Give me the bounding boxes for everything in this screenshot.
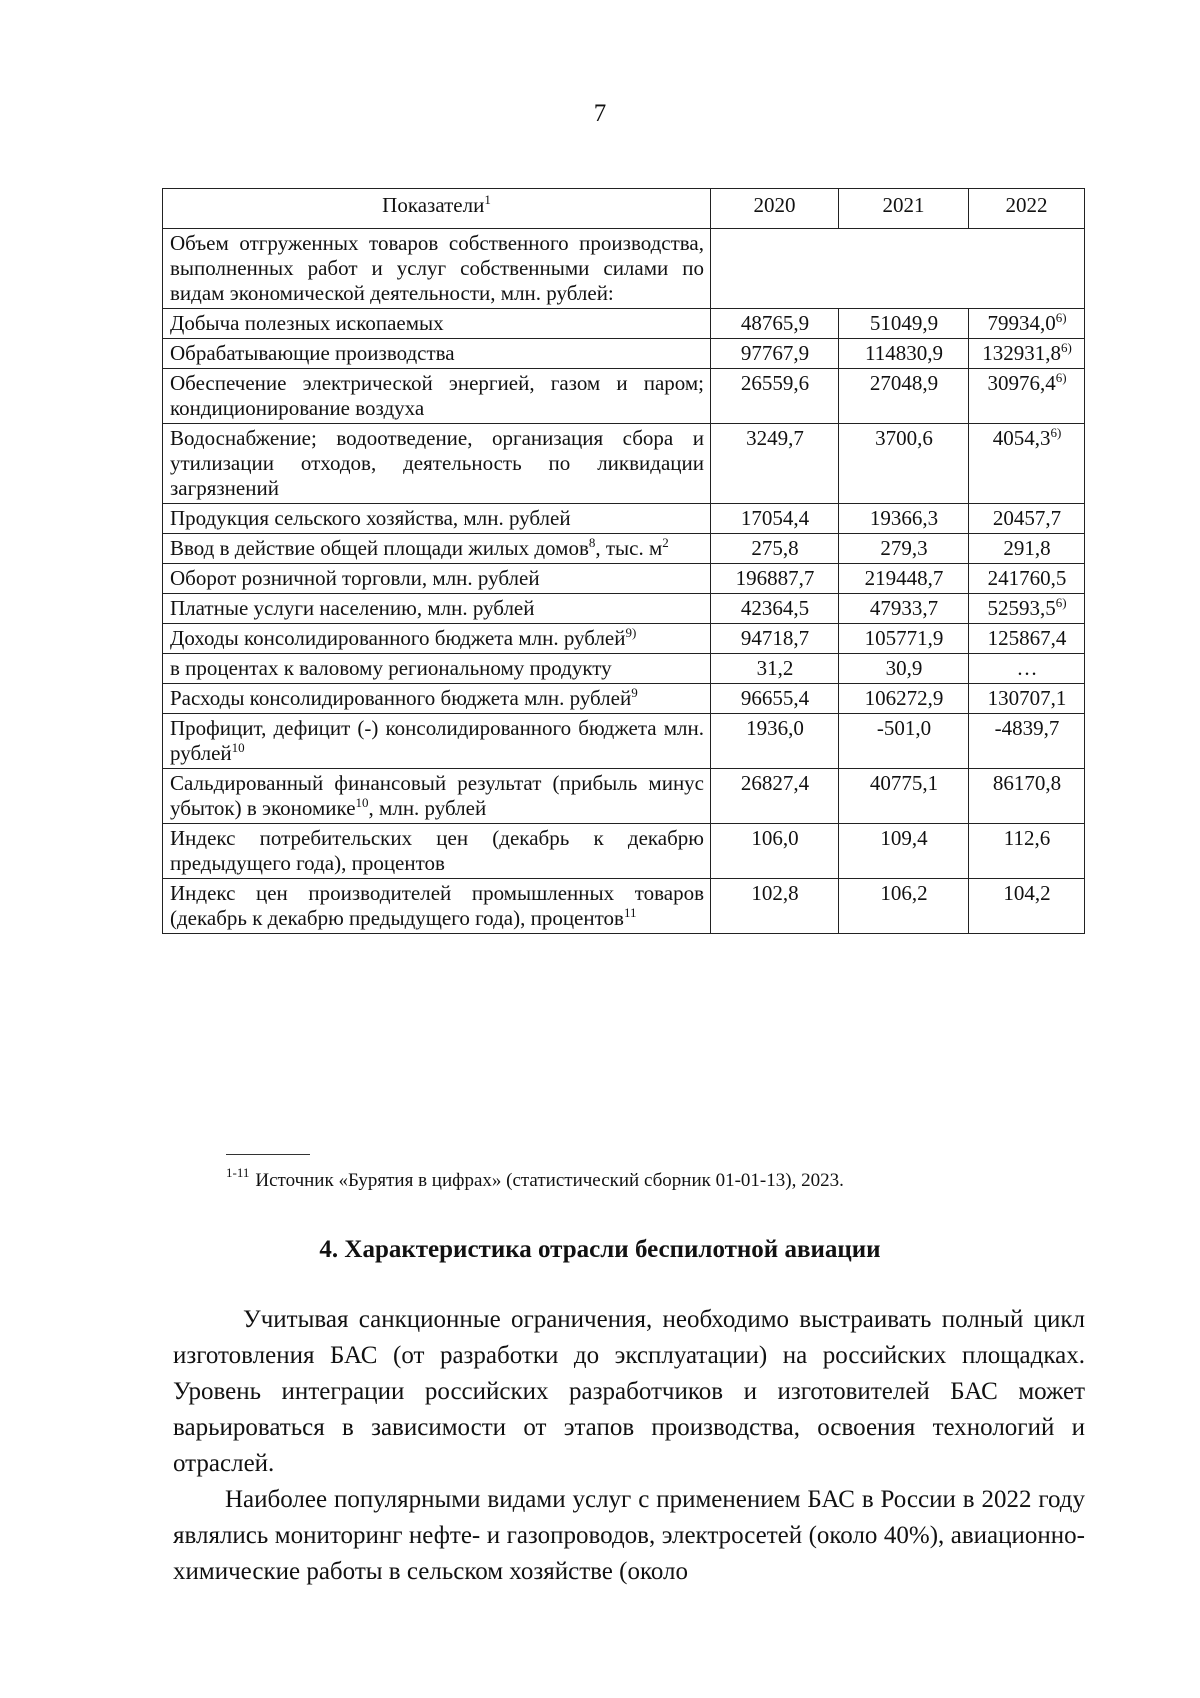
footnote [226, 1165, 844, 1192]
value-cell-2020 [711, 654, 839, 684]
footnote-ref: 9 [631, 685, 638, 700]
value-cell-2022 [969, 714, 1085, 769]
header-year-2022: 2022 [969, 189, 1085, 229]
group-heading: Объем отгруженных товаров собственного производства, выполненных работ и услуг собственными силами по видам экономической деятельности, млн. рублей: [163, 229, 711, 309]
row-label-text: Обрабатывающие производства [170, 341, 455, 365]
value-cell-2021 [839, 424, 969, 504]
table-body [163, 229, 1085, 934]
row-label-text: Расходы консолидированного бюджета млн. рублей [170, 686, 632, 710]
value-cell-2021 [839, 769, 969, 824]
table-row [163, 594, 1085, 624]
value: 26827,4 [740, 771, 810, 795]
value-cell-2020 [711, 769, 839, 824]
row-label-text: Ввод в действие общей площади жилых домов [170, 536, 589, 560]
row-label [163, 309, 711, 339]
value-cell-2021 [839, 684, 969, 714]
table-row [163, 654, 1085, 684]
value-cell-2020 [711, 424, 839, 504]
value-cell-2022 [969, 339, 1085, 369]
row-label [163, 654, 711, 684]
row-label-tail: , тыс. м [595, 536, 663, 560]
value: 102,8 [751, 881, 799, 905]
value: 20457,7 [992, 506, 1062, 530]
header-year-2021: 2021 [839, 189, 969, 229]
table-row [163, 684, 1085, 714]
footnote-ref: 8 [588, 535, 596, 550]
table-header [163, 189, 1085, 229]
value-cell-2022 [969, 654, 1085, 684]
value-cell-2021 [839, 624, 969, 654]
table-row [163, 564, 1085, 594]
value: 27048,9 [869, 371, 939, 395]
value: 114830,9 [865, 341, 943, 365]
table-row [163, 369, 1085, 424]
row-label-text: Индекс потребительских цен (декабрь к декабрю предыдущего года), процентов [170, 826, 704, 875]
value: 105771,9 [864, 626, 944, 650]
value: 3700,6 [875, 426, 933, 450]
value-cell-2021 [839, 309, 969, 339]
footnote-ref: 9) [625, 625, 637, 640]
value-cell-2020 [711, 504, 839, 534]
value-cell-2020 [711, 684, 839, 714]
value: 31,2 [756, 656, 794, 680]
header-indicators: Показатели$^1$ [163, 189, 711, 229]
row-label-text: Добыча полезных ископаемых [170, 311, 444, 335]
value: 112,6 [1003, 826, 1051, 850]
row-label [163, 624, 711, 654]
row-label [163, 684, 711, 714]
table-group-row [163, 229, 1085, 309]
value: 219448,7 [864, 566, 944, 590]
row-label-text: Водоснабжение; водоотведение, организация сбора и утилизации отходов, деятельность по ликвидации загрязнений [170, 426, 704, 500]
footnote-ref: 11 [623, 905, 637, 920]
value-cell-2021 [839, 504, 969, 534]
row-label [163, 879, 711, 934]
value-cell-2021 [839, 594, 969, 624]
footnote-ref: 6) [1060, 340, 1072, 355]
value-cell-2020 [711, 339, 839, 369]
row-label-text: Доходы консолидированного бюджета млн. рублей [170, 626, 626, 650]
value: 86170,8 [992, 771, 1062, 795]
value-cell-2021 [839, 564, 969, 594]
footnote-ref: 6) [1055, 595, 1067, 610]
section-heading: 4. Характеристика отрасли беспилотной авиации [319, 1236, 881, 1263]
value: 42364,5 [740, 596, 810, 620]
row-label-text: Сальдированный финансовый результат (прибыль минус убыток) в экономике [170, 771, 704, 820]
footnote-text: Источник «Бурятия в цифрах» (статистический сборник 01-01-13), 2023. [255, 1170, 844, 1191]
value-cell-2020 [711, 624, 839, 654]
footnote-rule [226, 1154, 310, 1155]
value-cell-2022 [969, 624, 1085, 654]
row-label [163, 534, 711, 564]
row-label [163, 339, 711, 369]
value: 94718,7 [740, 626, 810, 650]
value: 47933,7 [869, 596, 939, 620]
table-row [163, 309, 1085, 339]
value-cell-2020 [711, 824, 839, 879]
value-cell-2022 [969, 564, 1085, 594]
row-label-text: Платные услуги населению, млн. рублей [170, 596, 535, 620]
value: 106272,9 [864, 686, 944, 710]
footnote-marker: 1-11 [226, 1165, 250, 1180]
group-empty-cell [711, 229, 1085, 309]
footnote-ref: 6) [1055, 310, 1067, 325]
row-label [163, 824, 711, 879]
value-cell-2020 [711, 369, 839, 424]
value: … [1016, 656, 1038, 680]
footnote-ref: 6) [1050, 425, 1062, 440]
value: 106,0 [751, 826, 799, 850]
value-cell-2022 [969, 309, 1085, 339]
value: 104,2 [1003, 881, 1051, 905]
row-label-text: Профицит, дефицит (-) консолидированного бюджета млн. рублей [170, 716, 704, 765]
value-cell-2021 [839, 824, 969, 879]
value: -4839,7 [994, 716, 1060, 740]
value: 196887,7 [735, 566, 815, 590]
value-cell-2022 [969, 879, 1085, 934]
value: 132931,8 [982, 341, 1061, 365]
value-cell-2022 [969, 504, 1085, 534]
row-label-text: Индекс цен производителей промышленных товаров (декабрь к декабрю предыдущего года), процентов [170, 881, 704, 930]
paragraph: Наиболее популярными видами услуг с применением БАС в России в 2022 году являлись мониторинг нефте- и газопроводов, электросетей (около 40%), авиационно-химические работы в сельском хозяйстве (около [173, 1486, 1085, 1585]
value: 125867,4 [987, 626, 1067, 650]
value-cell-2021 [839, 714, 969, 769]
row-label-text: Продукция сельского хозяйства, млн. рублей [170, 506, 571, 530]
footnote-ref: 6) [1055, 370, 1067, 385]
table-row [163, 769, 1085, 824]
value: 97767,9 [740, 341, 810, 365]
footnote-ref: 10 [231, 740, 245, 755]
table-row [163, 534, 1085, 564]
statistics-table [162, 188, 1085, 934]
value-cell-2021 [839, 534, 969, 564]
value-cell-2020 [711, 309, 839, 339]
value-cell-2022 [969, 684, 1085, 714]
row-label-text: Обеспечение электрической энергией, газом и паром; кондиционирование воздуха [170, 371, 704, 420]
value-cell-2021 [839, 879, 969, 934]
value-cell-2022 [969, 424, 1085, 504]
value: 79934,0 [987, 311, 1056, 335]
value: 3249,7 [746, 426, 804, 450]
value: 52593,5 [987, 596, 1056, 620]
row-label-tail: , млн. рублей [368, 796, 487, 820]
value: 51049,9 [869, 311, 939, 335]
value-cell-2021 [839, 369, 969, 424]
row-label [163, 769, 711, 824]
value-cell-2020 [711, 714, 839, 769]
row-label [163, 369, 711, 424]
table-row [163, 504, 1085, 534]
table-row [163, 879, 1085, 934]
row-label [163, 714, 711, 769]
table-row [163, 624, 1085, 654]
footnote-ref: 1 [484, 192, 491, 207]
value: 4054,3 [992, 426, 1051, 450]
value: 1936,0 [746, 716, 804, 740]
value: 30976,4 [987, 371, 1056, 395]
table-row [163, 714, 1085, 769]
paragraph: Учитывая санкционные ограничения, необходимо выстраивать полный цикл изготовления БАС (от разработки до эксплуатации) на российских площадках. Уровень интеграции российских разработчиков и изготовителей БАС может варьироваться в зависимости от этапов производства, освоения технологий и отраслей. [173, 1306, 1085, 1477]
value-cell-2022 [969, 769, 1085, 824]
value: 19366,3 [869, 506, 939, 530]
value: 17054,4 [740, 506, 810, 530]
row-label [163, 594, 711, 624]
value-cell-2020 [711, 534, 839, 564]
superscript: 2 [662, 535, 669, 550]
value-cell-2020 [711, 564, 839, 594]
value-cell-2022 [969, 824, 1085, 879]
value-cell-2020 [711, 879, 839, 934]
value-cell-2022 [969, 594, 1085, 624]
row-label-text: Оборот розничной торговли, млн. рублей [170, 566, 540, 590]
row-label [163, 504, 711, 534]
value: 130707,1 [987, 686, 1067, 710]
value: 241760,5 [987, 566, 1067, 590]
row-label [163, 424, 711, 504]
value: -501,0 [876, 716, 932, 740]
value: 26559,6 [740, 371, 810, 395]
value-cell-2020 [711, 594, 839, 624]
value: 275,8 [751, 536, 799, 560]
row-label-text: в процентах к валовому региональному продукту [170, 656, 612, 680]
value: 96655,4 [740, 686, 810, 710]
row-label [163, 564, 711, 594]
value: 30,9 [885, 656, 923, 680]
footnote-ref: 10 [355, 795, 369, 810]
table-row [163, 339, 1085, 369]
value: 106,2 [880, 881, 928, 905]
value: 291,8 [1003, 536, 1051, 560]
header-year-2020: 2020 [711, 189, 839, 229]
table-row [163, 824, 1085, 879]
value-cell-2022 [969, 534, 1085, 564]
table-row [163, 424, 1085, 504]
value: 279,3 [880, 536, 928, 560]
value-cell-2021 [839, 654, 969, 684]
value: 48765,9 [740, 311, 810, 335]
value: 109,4 [880, 826, 928, 850]
value: 40775,1 [869, 771, 939, 795]
value-cell-2022 [969, 369, 1085, 424]
value-cell-2021 [839, 339, 969, 369]
page-number: 7 [593, 100, 607, 127]
